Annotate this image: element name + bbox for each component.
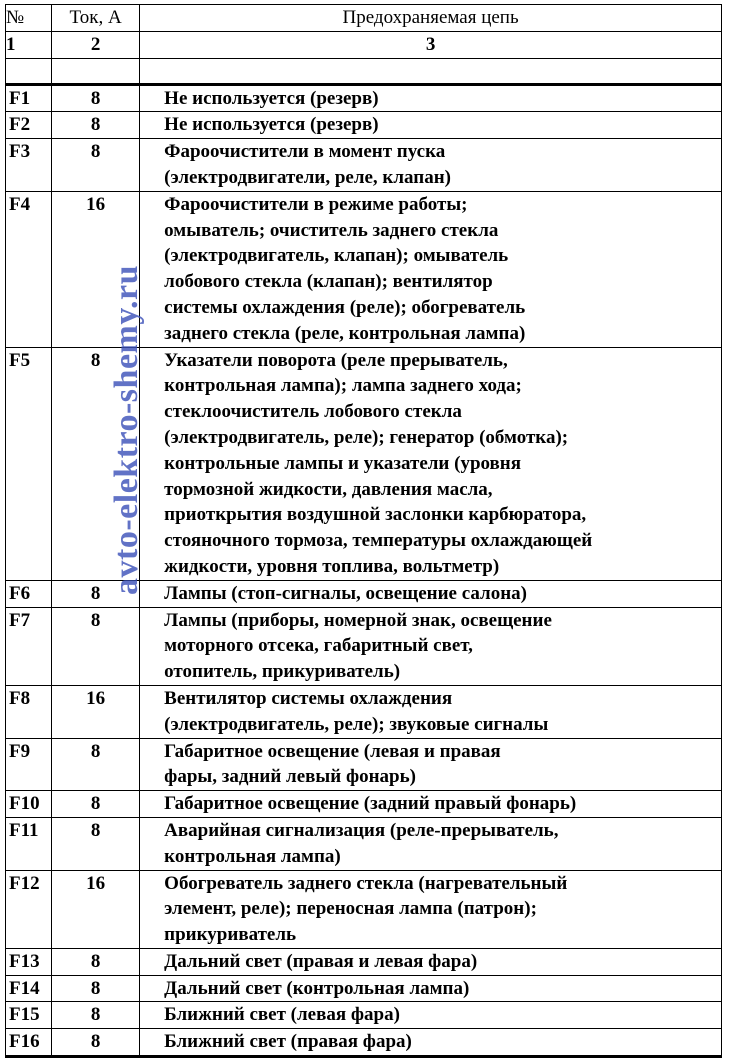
fuse-current: 8 [52, 1029, 140, 1057]
fuse-number: F10 [6, 791, 52, 818]
fuse-number: F7 [6, 607, 52, 685]
table-row [6, 948, 722, 975]
fuse-current: 8 [52, 975, 140, 1002]
fuse-circuit: Фароочистители в момент пуска (электродвигатели, реле, клапан) [140, 139, 722, 192]
fuse-circuit: Не используется (резерв) [140, 84, 722, 112]
fuse-number: F3 [6, 139, 52, 192]
spacer-row [6, 58, 722, 84]
column-index-3: 3 [140, 31, 722, 58]
fuse-circuit: Фароочистители в режиме работы; омыватель; очиститель заднего стекла (электродвигатель, клапан); омыватель лобового стекла (клапан); вентилятор системы охлаждения (реле); обогреватель заднего стекла (реле, контрольная лампа) [140, 191, 722, 347]
fuse-current: 8 [52, 580, 140, 607]
header-circuit: Предохраняемая цепь [140, 5, 722, 32]
fuse-number: F14 [6, 975, 52, 1002]
table-row [6, 1029, 722, 1057]
fuse-number: F6 [6, 580, 52, 607]
header-current: Ток, А [52, 5, 140, 32]
fuse-circuit: Дальний свет (правая и левая фара) [140, 948, 722, 975]
fuse-circuit: Ближний свет (левая фара) [140, 1002, 722, 1029]
fuse-number: F2 [6, 112, 52, 139]
fuse-circuit: Ближний свет (правая фара) [140, 1029, 722, 1057]
watermark-text: avto-elektro-shemy.ru [108, 265, 145, 595]
fuse-number: F12 [6, 870, 52, 948]
spacer-cell [6, 58, 52, 84]
fuse-number: F1 [6, 84, 52, 112]
column-index-1: 1 [6, 31, 52, 58]
fuse-number: F5 [6, 347, 52, 580]
fuse-number: F9 [6, 738, 52, 791]
fuse-current: 16 [52, 685, 140, 738]
table-row [6, 817, 722, 870]
fuse-number: F13 [6, 948, 52, 975]
fuse-current: 8 [52, 791, 140, 818]
fuse-circuit: Габаритное освещение (левая и правая фары, задний левый фонарь) [140, 738, 722, 791]
fuse-number: F8 [6, 685, 52, 738]
fuse-current: 8 [52, 347, 140, 580]
fuse-circuit: Обогреватель заднего стекла (нагревательный элемент, реле); переносная лампа (патрон); прикуриватель [140, 870, 722, 948]
table-row [6, 975, 722, 1002]
fuse-circuit: Лампы (приборы, номерной знак, освещение моторного отсека, габаритный свет, отопитель, прикуриватель) [140, 607, 722, 685]
spacer-cell [140, 58, 722, 84]
table-row [6, 870, 722, 948]
fuse-current: 16 [52, 191, 140, 347]
column-index-row [6, 31, 722, 58]
fuse-current: 8 [52, 84, 140, 112]
table-row [6, 607, 722, 685]
fuse-current: 8 [52, 112, 140, 139]
fuse-circuit: Указатели поворота (реле прерыватель, контрольная лампа); лампа заднего хода; стеклоочиститель лобового стекла (электродвигатель, реле); генератор (обмотка); контрольные лампы и указатели (уровня тормозной жидкости, давления масла, приоткрытия воздушной заслонки карбюратора, стояночного тормоза, температуры охлаждающей жидкости, уровня топлива, вольтметр) [140, 347, 722, 580]
fuse-current: 8 [52, 607, 140, 685]
fuse-circuit: Габаритное освещение (задний правый фонарь) [140, 791, 722, 818]
fuse-number: F11 [6, 817, 52, 870]
spacer-cell [52, 58, 140, 84]
fuse-number: F15 [6, 1002, 52, 1029]
fuse-circuit: Лампы (стоп-сигналы, освещение салона) [140, 580, 722, 607]
fuse-circuit: Не используется (резерв) [140, 112, 722, 139]
fuse-number: F4 [6, 191, 52, 347]
fuse-current: 8 [52, 738, 140, 791]
fuse-current: 8 [52, 1002, 140, 1029]
column-index-2: 2 [52, 31, 140, 58]
fuse-current: 16 [52, 870, 140, 948]
table-row [6, 685, 722, 738]
table-row [6, 1002, 722, 1029]
table-row [6, 139, 722, 192]
table-row [6, 84, 722, 112]
fuse-current: 8 [52, 948, 140, 975]
fuse-circuit: Дальний свет (контрольная лампа) [140, 975, 722, 1002]
header-number: № [6, 5, 52, 32]
table-row [6, 738, 722, 791]
fuse-circuit: Аварийная сигнализация (реле-прерыватель, контрольная лампа) [140, 817, 722, 870]
fuse-current: 8 [52, 817, 140, 870]
table-row [6, 791, 722, 818]
table-row [6, 112, 722, 139]
fuse-circuit: Вентилятор системы охлаждения (электродвигатель, реле); звуковые сигналы [140, 685, 722, 738]
fuse-number: F16 [6, 1029, 52, 1057]
header-row [6, 5, 722, 32]
fuse-current: 8 [52, 139, 140, 192]
